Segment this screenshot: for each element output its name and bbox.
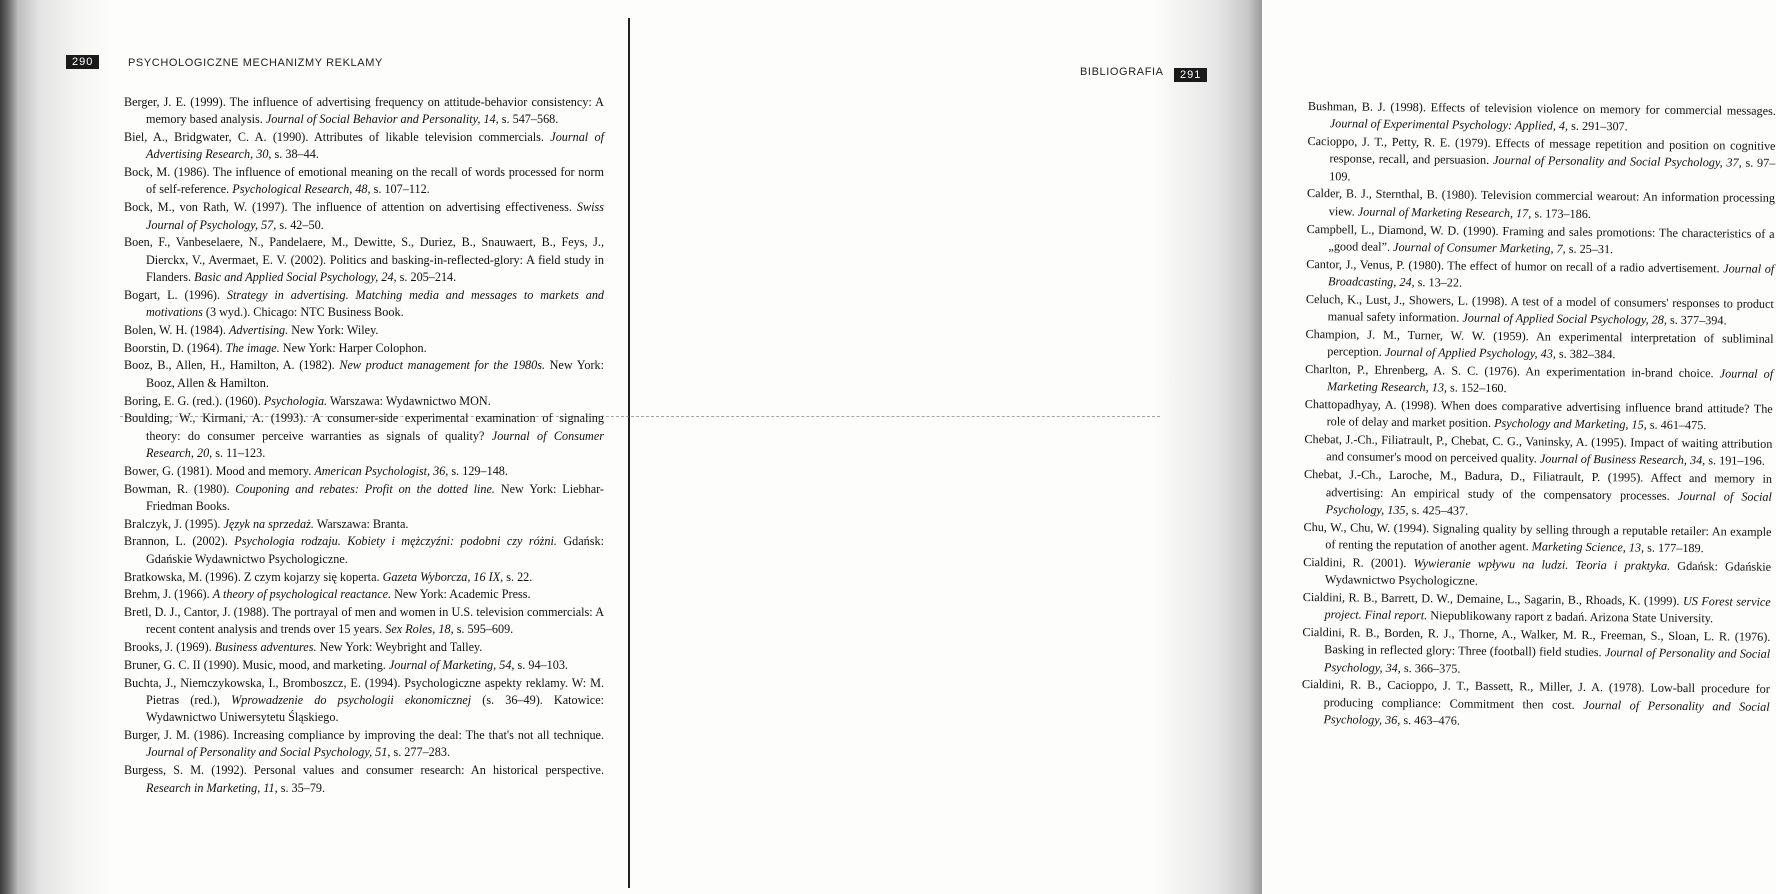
reference-title: New product management for the 1980s. xyxy=(339,358,546,373)
reference-text: Chebat, J.-Ch., Filiatrault, P., Chebat, C. G., Vaninsky, A. (1995). Impact of waiting attribution and consumer's mood on perceived quality. xyxy=(1304,432,1773,466)
reference-text: Cialdini, R. (2001). xyxy=(1303,554,1414,570)
reference-text: Chu, W., Chu, W. (1994). Signaling quality by selling through a reputable retailer: An example of renting the reputation of another agent. xyxy=(1303,519,1772,554)
reference-title: Journal of Marketing Research, 17, xyxy=(1357,204,1532,221)
reference-tail: Warszawa: Wydawnictwo MON. xyxy=(327,393,491,408)
reference-text: Berger, J. E. (1999). The influence of advertising frequency on attitude-behavior consistency: A memory based analysis. xyxy=(124,95,604,127)
right-page xyxy=(630,0,1776,894)
reference-entry xyxy=(124,129,604,164)
reference-tail: s. 377–394. xyxy=(1666,312,1727,328)
reference-text: Cacioppo, J. T., Petty, R. E. (1979). Effects of message repetition and position on cognitive response, recall, and persuasion. xyxy=(1307,134,1776,168)
reference-text: Bowman, R. (1980). xyxy=(124,481,236,496)
reference-entry xyxy=(1305,326,1773,365)
reference-entry xyxy=(124,675,604,727)
reference-tail: (s. 36–49). Katowice: Wydawnictwo Uniwersytetu Śląskiego. xyxy=(146,693,604,725)
reference-text: Boen, F., Vanbeselaere, N., Pandelaere, M., Dewitte, S., Duriez, B., Snauwaert, B., Feys, J., Dierckx, V., Avermaet, E. V. (2002). Politics and basking-in-reflected-glory: A field study in Flanders. xyxy=(124,235,604,284)
reference-title: Psychologia rodzaju. Kobiety i mężczyźni: podobni czy różni. xyxy=(234,534,557,549)
reference-entry xyxy=(1304,431,1772,470)
reference-title: Journal of Consumer Research, 20, xyxy=(146,428,604,460)
reference-title: Journal of Social Psychology, 135, xyxy=(1325,488,1772,517)
reference-title: Psychological Research, 48, xyxy=(232,182,371,197)
reference-title: Couponing and rebates: Profit on the dotted line. xyxy=(235,481,495,496)
reference-title: Journal of Broadcasting, 24, xyxy=(1328,261,1775,290)
reference-title: Research in Marketing, 11, xyxy=(146,780,278,795)
reference-text: Bratkowska, M. (1996). Z czym kojarzy się koperta. xyxy=(124,569,383,584)
reference-text: Bushman, B. J. (1998). Effects of television violence on memory for commercial messages. xyxy=(1307,98,1776,118)
reference-tail: s. 38–44. xyxy=(271,147,319,162)
reference-entry xyxy=(124,340,604,357)
reference-tail: s. 177–189. xyxy=(1644,540,1704,556)
reference-title: The image. xyxy=(225,340,280,355)
reference-tail: s. 366–375. xyxy=(1400,660,1461,676)
reference-text: Bower, G. (1981). Mood and memory. xyxy=(124,463,315,478)
reference-entry xyxy=(124,322,604,339)
reference-text: Charlton, P., Ehrenberg, A. S. C. (1976). An experimentation in-brand choice. xyxy=(1305,361,1720,381)
reference-text: Bralczyk, J. (1995). xyxy=(124,516,224,531)
reference-text: Chebat, J.-Ch., Laroche, M., Badura, D., Filiatrault, P. (1995). Affect and memory in advertising: An empirical study of the compensatory processes. xyxy=(1303,467,1773,503)
reference-title: Journal of Experimental Psychology: Applied, 4, xyxy=(1329,116,1569,134)
reference-title: Business adventures. xyxy=(214,640,317,655)
reference-tail: Gdańsk: Gdańskie Wydawnictwo Psychologiczne. xyxy=(146,534,604,566)
reference-text: Bretl, D. J., Cantor, J. (1988). The portrayal of men and women in U.S. television commercials: A recent content analysis and trends over 15 years. xyxy=(124,605,604,637)
reference-entry xyxy=(1308,98,1776,137)
reference-entry xyxy=(124,410,604,462)
reference-title: Sex Roles, 18, xyxy=(385,622,454,637)
reference-title: Gazeta Wyborcza, 16 IX, xyxy=(382,569,504,584)
reference-entry xyxy=(124,586,604,603)
reference-text: Brooks, J. (1969). xyxy=(124,640,215,655)
reference-title: Journal of Personality and Social Psychology, 51, xyxy=(146,745,391,760)
reference-tail: s. 22. xyxy=(503,569,533,584)
reference-tail: s. 382–384. xyxy=(1555,346,1616,362)
reference-entry xyxy=(124,234,604,286)
reference-entry xyxy=(124,463,604,480)
reference-text: Bolen, W. H. (1984). xyxy=(124,322,229,337)
reference-tail: s. 25–31. xyxy=(1565,241,1614,257)
reference-text: Brannon, L. (2002). xyxy=(124,534,235,549)
reference-text: Bock, M., von Rath, W. (1997). The influence of attention on advertising effectiveness. xyxy=(124,200,577,215)
reference-text: Celuch, K., Lust, J., Showers, L. (1998). A test of a model of consumers' responses to product manual safety information. xyxy=(1305,291,1774,325)
reference-title: Strategy in advertising. Matching media and messages to markets and motivations xyxy=(146,287,605,320)
reference-title: Advertising. xyxy=(228,322,289,337)
page-number-left: 290 xyxy=(66,55,99,69)
reference-title: Journal of Marketing Research, 13, xyxy=(1326,366,1774,395)
reference-title: Journal of Social Behavior and Personality, 14, xyxy=(265,112,499,127)
reference-tail: New York: Wiley. xyxy=(288,322,379,337)
reference-tail: s. 277–283. xyxy=(390,745,450,760)
reference-tail: s. 547–568. xyxy=(498,112,559,127)
reference-tail: New York: Harper Colophon. xyxy=(279,340,427,355)
reference-tail: s. 94–103. xyxy=(514,658,568,672)
reference-text: Boring, E. G. (red.). (1960). xyxy=(124,393,264,408)
reference-tail: Niepublikowany raport z badań. Arizona State University. xyxy=(1427,608,1714,626)
reference-entry xyxy=(124,569,604,586)
reference-entry xyxy=(124,604,604,639)
reference-title: Journal of Business Research, 34, xyxy=(1539,451,1706,468)
reference-text: Buchta, J., Niemczykowska, I., Bromboszcz, E. (1994). Psychologiczne aspekty reklamy. W: M. Pietras (red.), xyxy=(124,675,604,708)
reference-title: American Psychologist, 36, xyxy=(314,463,449,478)
reference-entry xyxy=(1306,291,1774,330)
reference-text: Biel, A., Bridgwater, C. A. (1990). Attributes of likable television commercials. xyxy=(124,130,551,145)
page-number-right: 291 xyxy=(1174,68,1207,82)
running-header-left: PSYCHOLOGICZNE MECHANIZMY REKLAMY xyxy=(128,57,383,69)
reference-entry xyxy=(124,94,604,129)
reference-tail: s. 11–123. xyxy=(212,445,266,460)
reference-tail: s. 35–79. xyxy=(277,780,326,795)
reference-entry xyxy=(1301,676,1770,733)
reference-entry xyxy=(124,199,604,234)
reference-text: Cialdini, R. B., Borden, R. J., Thorne, A., Walker, M. R., Freeman, S., Sloan, L. R. (1976). Basking in reflected glory: Three (football) field studies. xyxy=(1302,624,1771,660)
reference-title: Wprowadzenie do psychologii ekonomicznej xyxy=(231,693,472,708)
reference-title: Wywieranie wpływu na ludzi. Teoria i praktyka. xyxy=(1413,555,1671,573)
reference-title: Psychology and Marketing, 15, xyxy=(1494,416,1647,432)
reference-entry xyxy=(124,287,604,322)
reference-tail: New York: Weybright and Talley. xyxy=(316,640,483,655)
reference-entry xyxy=(1307,133,1776,190)
reference-text: Booz, B., Allen, H., Hamilton, A. (1982). xyxy=(124,358,340,373)
reference-tail: (3 wyd.). Chicago: NTC Business Book. xyxy=(202,305,404,320)
reference-title: US Forest service project. Final report. xyxy=(1324,593,1771,623)
reference-entry xyxy=(1306,221,1774,260)
reference-entry xyxy=(1305,361,1773,400)
reference-tail: s. 463–476. xyxy=(1400,712,1461,728)
reference-entry xyxy=(1303,519,1771,558)
reference-title: Journal of Personality and Social Psychology, 37, xyxy=(1492,153,1742,170)
reference-tail: s. 191–196. xyxy=(1705,453,1765,469)
reference-entry xyxy=(1302,589,1770,628)
reference-entry xyxy=(124,639,604,656)
reference-text: Burgess, S. M. (1992). Personal values and consumer research: An historical perspective. xyxy=(124,763,604,778)
reference-text: Champion, J. M., Turner, W. W. (1959). An experimental interpretation of subliminal perception. xyxy=(1305,326,1774,359)
reference-entry xyxy=(124,393,604,410)
reference-tail: s. 173–186. xyxy=(1531,206,1592,221)
reference-entry xyxy=(124,481,604,516)
reference-list-right xyxy=(1301,98,1776,734)
reference-text: Boorstin, D. (1964). xyxy=(124,340,226,355)
reference-text: Bruner, G. C. II (1990). Music, mood, and marketing. xyxy=(124,658,389,672)
reference-title: Journal of Advertising Research, 30, xyxy=(146,130,604,162)
reference-tail: s. 461–475. xyxy=(1646,417,1707,433)
reference-tail: s. 291–307. xyxy=(1568,119,1628,134)
reference-tail: s. 107–112. xyxy=(370,182,430,197)
reference-tail: New York: Liebhar-Friedman Books. xyxy=(146,481,604,513)
reference-entry xyxy=(124,516,604,533)
reference-tail: s. 152–160. xyxy=(1446,380,1507,396)
reference-tail: s. 205–214. xyxy=(396,269,457,284)
reference-text: Calder, B. J., Sternthal, B. (1980). Television commercial wearout: An information processing view. xyxy=(1306,186,1776,219)
reference-entry xyxy=(124,357,604,392)
reference-list-left xyxy=(124,94,604,797)
reference-title: Journal of Marketing, 54, xyxy=(388,658,515,672)
reference-title: A theory of psychological reactance. xyxy=(212,587,392,602)
reference-title: Journal of Consumer Marketing, 7, xyxy=(1393,239,1566,256)
reference-text: Cialdini, R. B., Barrett, D. W., Demaine, L., Sagarin, B., Rhoads, K. (1999). xyxy=(1302,589,1684,608)
reference-entry xyxy=(124,164,604,199)
reference-tail: s. 129–148. xyxy=(448,463,508,478)
reference-tail: Gdańsk: Gdańskie Wydawnictwo Psychologiczne. xyxy=(1324,558,1772,588)
reference-title: Basic and Applied Social Psychology, 24, xyxy=(194,269,397,284)
reference-tail: New York: Academic Press. xyxy=(391,587,531,602)
reference-entry xyxy=(124,727,604,762)
reference-tail: s. 425–437. xyxy=(1408,502,1469,518)
reference-tail: s. 13–22. xyxy=(1414,275,1463,290)
reference-tail: s. 97–109. xyxy=(1329,155,1776,184)
reference-title: Psychologia. xyxy=(263,393,328,408)
reference-tail: New York: Booz, Allen & Hamilton. xyxy=(146,358,605,390)
reference-title: Journal of Personality and Social Psychology, 36, xyxy=(1323,697,1770,727)
reference-entry xyxy=(1303,554,1771,593)
reference-entry xyxy=(1307,185,1775,224)
reference-text: Boulding, W., Kirmani, A. (1993). A consumer-side experimental examination of signaling theory: do consumer perceive warranties as signals of quality? xyxy=(124,411,604,443)
reference-title: Journal of Applied Psychology, 43, xyxy=(1384,344,1557,361)
reference-entry xyxy=(1305,396,1773,435)
left-page xyxy=(0,0,628,894)
reference-title: Swiss Journal of Psychology, 57, xyxy=(146,200,604,232)
reference-title: Język na sprzedaż. xyxy=(223,516,314,531)
reference-text: Cialdini, R. B., Cacioppo, J. T., Bassett, R., Miller, J. A. (1978). Low-ball procedure for producing compliance: Commitment then cost. xyxy=(1301,677,1770,712)
reference-entry xyxy=(124,762,604,797)
reference-text: Bock, M. (1986). The influence of emotional meaning on the recall of words processed for norm of self-reference. xyxy=(124,165,604,197)
reference-title: Journal of Applied Social Psychology, 28, xyxy=(1462,310,1668,327)
reference-tail: Warszawa: Branta. xyxy=(313,516,409,531)
reference-tail: s. 595–609. xyxy=(453,622,514,637)
reference-text: Brehm, J. (1966). xyxy=(124,587,213,602)
reference-entry xyxy=(124,533,604,568)
reference-tail: s. 42–50. xyxy=(276,217,324,232)
reference-text: Campbell, L., Diamond, W. D. (1990). Framing and sales promotions: The characteristics of a „good deal”. xyxy=(1306,221,1775,254)
reference-text: Chattopadhyay, A. (1998). When does comparative advertising influence brand attitude? The role of delay and market position. xyxy=(1304,397,1773,431)
reference-entry xyxy=(1306,256,1774,295)
reference-text: Burger, J. M. (1986). Increasing compliance by improving the deal: The that's not all technique. xyxy=(124,728,604,743)
running-header-right: BIBLIOGRAFIA xyxy=(1080,66,1164,78)
reference-title: Marketing Science, 13, xyxy=(1531,539,1645,555)
reference-entry xyxy=(124,657,604,674)
reference-text: Cantor, J., Venus, P. (1980). The effect of humor on recall of a radio advertisement. xyxy=(1306,256,1724,276)
reference-title: Journal of Personality and Social Psychology, 34, xyxy=(1323,645,1771,675)
reference-entry xyxy=(1304,466,1773,523)
reference-entry xyxy=(1302,624,1771,681)
reference-text: Bogart, L. (1996). xyxy=(124,287,227,302)
